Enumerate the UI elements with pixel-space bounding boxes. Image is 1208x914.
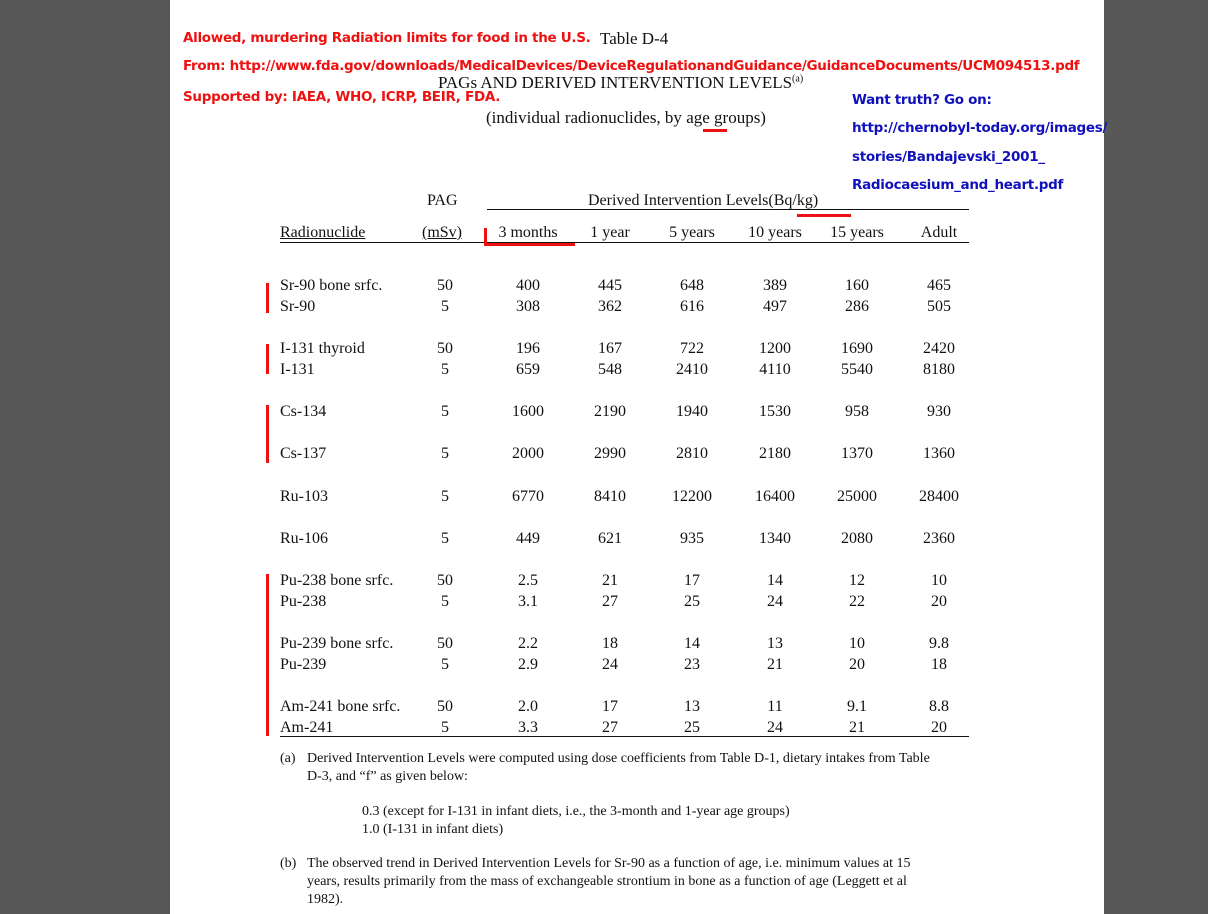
row-pag: 50 — [437, 572, 453, 589]
row-value: 13 — [767, 635, 783, 652]
row-name: Pu-238 bone srfc. — [280, 572, 394, 589]
row-pag: 5 — [441, 530, 449, 547]
row-value: 12200 — [672, 488, 712, 505]
annotation-link-line1: http://chernobyl-today.org/images/ — [852, 120, 1108, 136]
red-mark-3months-underline — [484, 243, 575, 246]
row-name: Ru-103 — [280, 488, 328, 505]
red-bar-i131 — [266, 344, 269, 374]
red-bar-sr90 — [266, 283, 269, 313]
red-underline-age — [703, 129, 727, 132]
annotation-source-url: From: http://www.fda.gov/downloads/MedicalDevices/DeviceRegulationandGuidance/GuidanceDocuments/UCM094513.pdf — [183, 58, 1080, 74]
row-value: 1360 — [923, 445, 955, 462]
row-value: 2.9 — [518, 656, 538, 673]
row-name: Pu-239 bone srfc. — [280, 635, 394, 652]
row-value: 465 — [927, 277, 951, 294]
row-name: I-131 thyroid — [280, 340, 365, 357]
row-value: 1340 — [759, 530, 791, 547]
row-pag: 5 — [441, 445, 449, 462]
footnote-a-sub1: 0.3 (except for I-131 in infant diets, i.e., the 3-month and 1-year age groups) — [362, 804, 790, 819]
row-value: 2360 — [923, 530, 955, 547]
row-name: Ru-106 — [280, 530, 328, 547]
row-value: 2080 — [841, 530, 873, 547]
row-value: 548 — [598, 361, 622, 378]
row-value: 648 — [680, 277, 704, 294]
row-name: Cs-137 — [280, 445, 327, 462]
row-value: 2410 — [676, 361, 708, 378]
row-pag: 50 — [437, 698, 453, 715]
row-value: 2.2 — [518, 635, 538, 652]
row-value: 449 — [516, 530, 540, 547]
row-pag: 5 — [441, 488, 449, 505]
row-value: 13 — [684, 698, 700, 715]
row-value: 1600 — [512, 403, 544, 420]
row-value: 8410 — [594, 488, 626, 505]
row-value: 1530 — [759, 403, 791, 420]
header-age-3-months: 3 months — [498, 224, 558, 241]
row-value: 20 — [931, 719, 947, 736]
row-value: 11 — [767, 698, 783, 715]
table-title — [438, 73, 803, 93]
footnote-b-label: (b) — [280, 856, 297, 871]
annotation-link-line3: Radiocaesium_and_heart.pdf — [852, 177, 1064, 193]
row-value: 24 — [602, 656, 618, 673]
header-dil: Derived Intervention Levels(Bq/kg) — [588, 192, 819, 209]
footnote-a-sub2: 1.0 (I-131 in infant diets) — [362, 822, 504, 837]
row-value: 3.3 — [518, 719, 538, 736]
header-msv: (mSv) — [422, 224, 462, 241]
row-name: Cs-134 — [280, 403, 327, 420]
annotation-headline: Allowed, murdering Radiation limits for food in the U.S. — [183, 30, 591, 46]
row-value: 505 — [927, 298, 951, 315]
row-value: 25 — [684, 719, 700, 736]
row-pag: 50 — [437, 635, 453, 652]
row-value: 21 — [849, 719, 865, 736]
row-value: 22 — [849, 593, 865, 610]
row-pag: 5 — [441, 298, 449, 315]
row-value: 14 — [684, 635, 700, 652]
row-pag: 5 — [441, 656, 449, 673]
header-bottom-rule — [280, 242, 969, 243]
row-value: 10 — [931, 572, 947, 589]
row-value: 6770 — [512, 488, 544, 505]
row-value: 27 — [602, 719, 618, 736]
row-value: 25000 — [837, 488, 877, 505]
row-value: 621 — [598, 530, 622, 547]
row-value: 3.1 — [518, 593, 538, 610]
subtitle-age-word: age — [686, 108, 710, 127]
header-dil-rule — [487, 209, 969, 210]
row-value: 20 — [931, 593, 947, 610]
row-value: 2190 — [594, 403, 626, 420]
row-pag: 50 — [437, 277, 453, 294]
footnote-a-line1: Derived Intervention Levels were computed using dose coefficients from Table D-1, dietary intakes from Table — [307, 751, 930, 766]
row-value: 21 — [602, 572, 618, 589]
row-value: 286 — [845, 298, 869, 315]
row-value: 308 — [516, 298, 540, 315]
row-name: Pu-239 — [280, 656, 327, 673]
row-value: 14 — [767, 572, 783, 589]
row-name: Sr-90 bone srfc. — [280, 277, 383, 294]
row-value: 5540 — [841, 361, 873, 378]
row-value: 23 — [684, 656, 700, 673]
footnote-b-line2: years, results primarily from the mass of exchangeable strontium in bone as a function of age (Leggett et al — [307, 874, 907, 889]
title-footnote-ref: (a) — [792, 73, 804, 85]
row-value: 1200 — [759, 340, 791, 357]
footnote-a-line2: D-3, and “f” as given below: — [307, 769, 468, 784]
row-value: 2.5 — [518, 572, 538, 589]
row-name: Pu-238 — [280, 593, 327, 610]
row-value: 9.8 — [929, 635, 949, 652]
row-value: 25 — [684, 593, 700, 610]
row-value: 196 — [516, 340, 540, 357]
header-age-1-year: 1 year — [590, 224, 630, 241]
annotation-want-truth: Want truth? Go on: — [852, 92, 992, 108]
row-value: 28400 — [919, 488, 959, 505]
row-value: 616 — [680, 298, 704, 315]
row-name: Am-241 bone srfc. — [280, 698, 401, 715]
header-age-10-years: 10 years — [748, 224, 802, 241]
row-value: 1370 — [841, 445, 873, 462]
row-value: 2810 — [676, 445, 708, 462]
row-value: 445 — [598, 277, 622, 294]
header-age-adult: Adult — [920, 224, 958, 241]
row-pag: 50 — [437, 340, 453, 357]
row-value: 160 — [845, 277, 869, 294]
row-value: 1690 — [841, 340, 873, 357]
row-name: Am-241 — [280, 719, 334, 736]
row-value: 362 — [598, 298, 622, 315]
table-label: Table D-4 — [600, 29, 669, 48]
row-value: 12 — [849, 572, 865, 589]
row-value: 722 — [680, 340, 704, 357]
footnote-a-label: (a) — [280, 751, 296, 766]
row-value: 21 — [767, 656, 783, 673]
row-value: 8180 — [923, 361, 955, 378]
subtitle-text-pre: (individual radionuclides, by — [486, 108, 687, 127]
row-value: 27 — [602, 593, 618, 610]
row-value: 8.8 — [929, 698, 949, 715]
annotation-link-line2: stories/Bandajevski_2001_ — [852, 149, 1045, 165]
row-value: 18 — [931, 656, 947, 673]
red-underline-bqkg — [797, 214, 851, 217]
header-age-5-years: 5 years — [669, 224, 715, 241]
annotation-supported-by: Supported by: IAEA, WHO, ICRP, BEIR, FDA. — [183, 89, 501, 105]
red-bar-cesium — [266, 405, 269, 463]
row-value: 24 — [767, 593, 783, 610]
table-bottom-rule — [280, 736, 969, 737]
footnote-b-line3: 1982). — [307, 892, 344, 907]
row-value: 1940 — [676, 403, 708, 420]
row-value: 958 — [845, 403, 869, 420]
row-value: 930 — [927, 403, 951, 420]
row-pag: 5 — [441, 403, 449, 420]
row-value: 17 — [684, 572, 700, 589]
document-page — [170, 0, 1108, 914]
table-title-text: PAGs AND DERIVED INTERVENTION LEVELS — [438, 73, 793, 92]
subtitle-text-post: groups) — [709, 108, 766, 127]
header-radionuclide: Radionuclide — [280, 224, 366, 241]
row-value: 389 — [763, 277, 787, 294]
row-value: 20 — [849, 656, 865, 673]
table-subtitle — [486, 108, 766, 128]
row-value: 18 — [602, 635, 618, 652]
row-pag: 5 — [441, 361, 449, 378]
row-pag: 5 — [441, 719, 449, 736]
row-value: 2990 — [594, 445, 626, 462]
row-value: 17 — [602, 698, 618, 715]
row-name: Sr-90 — [280, 298, 316, 315]
header-pag: PAG — [427, 192, 458, 209]
row-value: 4110 — [759, 361, 791, 378]
row-name: I-131 — [280, 361, 315, 378]
row-value: 935 — [680, 530, 704, 547]
footnote-b-line1: The observed trend in Derived Intervention Levels for Sr-90 as a function of age, i.e. minimum values at 15 — [307, 856, 911, 871]
row-pag: 5 — [441, 593, 449, 610]
row-value: 167 — [598, 340, 622, 357]
row-value: 2.0 — [518, 698, 538, 715]
row-value: 659 — [516, 361, 540, 378]
row-value: 24 — [767, 719, 783, 736]
row-value: 2000 — [512, 445, 544, 462]
red-bar-actinides — [266, 574, 269, 736]
row-value: 497 — [763, 298, 787, 315]
row-value: 2180 — [759, 445, 791, 462]
row-value: 16400 — [755, 488, 795, 505]
row-value: 400 — [516, 277, 540, 294]
header-age-15-years: 15 years — [830, 224, 884, 241]
row-value: 9.1 — [847, 698, 867, 715]
row-value: 10 — [849, 635, 865, 652]
row-value: 2420 — [923, 340, 955, 357]
